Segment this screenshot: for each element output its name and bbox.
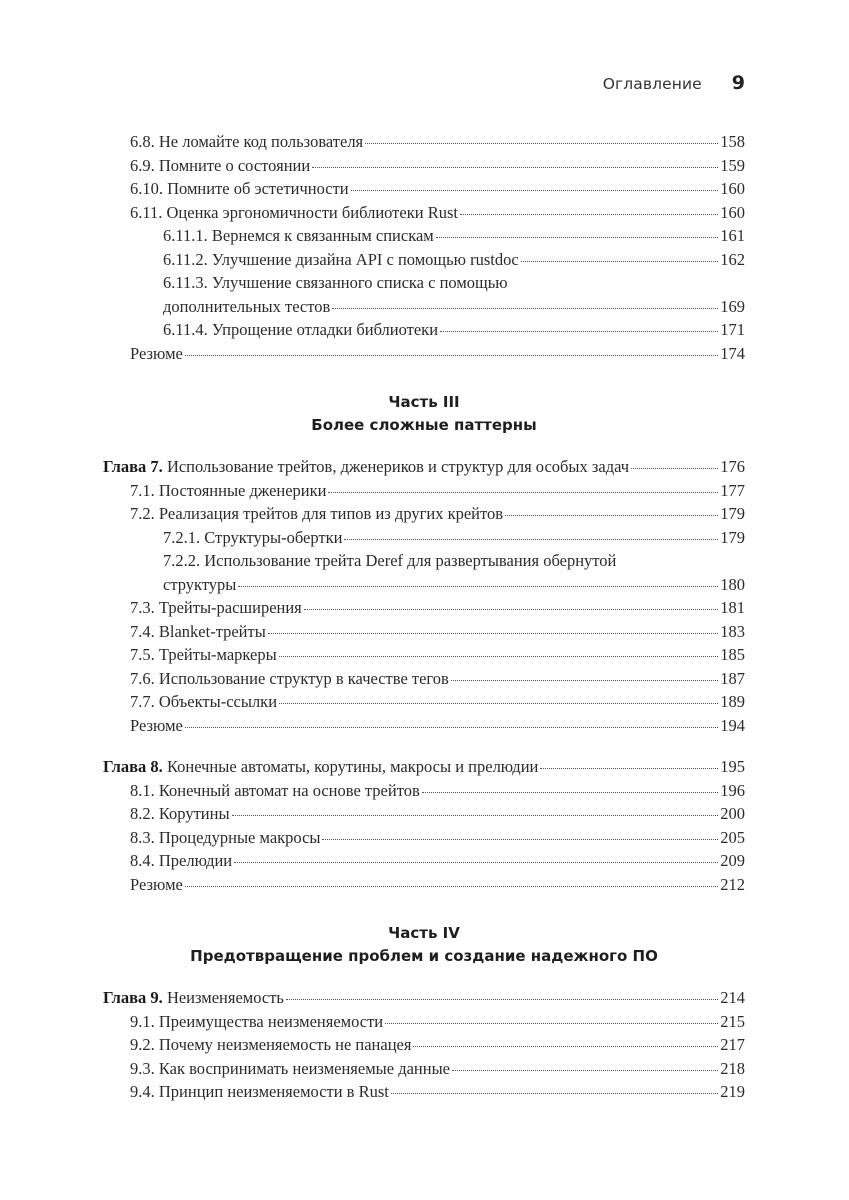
toc-page: 194 [720, 715, 745, 735]
dot-leader [365, 142, 718, 144]
toc-entry[interactable]: 7.7. Объекты-ссылки 189 [103, 690, 745, 714]
dot-leader [385, 1022, 718, 1024]
toc-entry[interactable]: 6.11.3. Улучшение связанного списка с помощью дополнительных тестов 169 [103, 271, 745, 318]
dot-leader [351, 189, 719, 191]
toc-page: 218 [720, 1058, 745, 1078]
toc-page: 212 [720, 874, 745, 894]
toc-chapter[interactable]: Глава 7. Использование трейтов, дженериков и структур для особых задач 176 [103, 455, 745, 479]
toc-page: 214 [720, 988, 745, 1007]
part-label: Часть III [388, 393, 460, 411]
dot-leader [268, 632, 718, 634]
dot-leader [451, 679, 718, 681]
toc-entry[interactable]: 8.4. Прелюдии 209 [103, 849, 745, 873]
part-title: Более сложные паттерны [311, 416, 537, 434]
dot-leader [344, 538, 718, 540]
chapter-prefix: Глава 9. [103, 988, 163, 1007]
chapter-prefix: Глава 7. [103, 457, 163, 476]
dot-leader [540, 767, 718, 769]
toc-entry[interactable]: 6.10. Помните об эстетичности 160 [103, 177, 745, 201]
toc-entry[interactable]: 6.11.4. Упрощение отладки библиотеки 171 [103, 318, 745, 342]
toc-page: 219 [720, 1082, 745, 1101]
dot-leader [185, 885, 718, 887]
page-number: 9 [731, 72, 745, 94]
toc-entry-summary[interactable]: Резюме 174 [103, 342, 745, 366]
toc-entry[interactable]: 9.3. Как воспринимать неизменяемые данные 218 [103, 1057, 745, 1081]
dot-leader [328, 491, 718, 493]
toc-page: 181 [720, 598, 745, 617]
toc-page: 162 [720, 249, 745, 269]
toc-entry[interactable]: 8.3. Процедурные макросы 205 [103, 826, 745, 850]
part-title: Предотвращение проблем и создание надежного ПО [190, 947, 658, 965]
toc-entry[interactable]: 9.2. Почему неизменяемость не панацея 217 [103, 1033, 745, 1057]
running-head [603, 72, 745, 94]
dot-leader [332, 308, 718, 309]
toc-entry[interactable]: 7.4. Blanket-трейты 183 [103, 620, 745, 644]
toc-entry[interactable]: 7.2.2. Использование трейта Deref для развертывания обернутой структуры 180 [103, 549, 745, 596]
toc-page: 169 [720, 296, 745, 316]
chapter-prefix: Глава 8. [103, 757, 163, 776]
dot-leader [185, 726, 718, 728]
toc-entry[interactable]: 7.3. Трейты-расширения 181 [103, 596, 745, 620]
toc-page: 217 [720, 1035, 745, 1054]
toc-page: 158 [720, 132, 745, 151]
toc-page: 200 [720, 804, 745, 823]
toc-entry[interactable]: 6.9. Помните о состоянии 159 [103, 154, 745, 178]
toc-page: 161 [720, 226, 745, 245]
running-head-title: Оглавление [602, 75, 702, 93]
toc-entry[interactable]: 9.1. Преимущества неизменяемости 215 [103, 1010, 745, 1034]
toc-page: 196 [720, 780, 745, 800]
toc-page: 171 [720, 320, 745, 339]
dot-leader [631, 467, 718, 469]
dot-leader [436, 236, 719, 238]
toc-page: 176 [720, 457, 745, 476]
toc-entry[interactable]: 6.8. Не ломайте код пользователя 158 [103, 130, 745, 154]
dot-leader [505, 514, 718, 516]
dot-leader [460, 213, 718, 215]
toc-page: 160 [720, 202, 745, 222]
toc-entry[interactable]: 7.2. Реализация трейтов для типов из других крейтов 179 [103, 502, 745, 526]
dot-leader [440, 330, 718, 332]
toc-page: 215 [720, 1011, 745, 1031]
dot-leader [521, 260, 719, 262]
toc-entry-summary[interactable]: Резюме 212 [103, 873, 745, 897]
dot-leader [185, 354, 718, 356]
dot-leader [279, 655, 719, 657]
toc-entry[interactable]: 6.11.1. Вернемся к связанным спискам 161 [103, 224, 745, 248]
toc-page: 185 [720, 645, 745, 664]
toc-entry[interactable]: 7.6. Использование структур в качестве тегов 187 [103, 667, 745, 691]
table-of-contents [103, 130, 745, 1104]
toc-entry[interactable]: 7.1. Постоянные дженерики 177 [103, 479, 745, 503]
dot-leader [452, 1069, 718, 1071]
toc-page: 189 [720, 692, 745, 711]
dot-leader [286, 998, 718, 1000]
toc-page: 205 [720, 827, 745, 847]
toc-chapter[interactable]: Глава 8. Конечные автоматы, корутины, макросы и прелюдии 195 [103, 755, 745, 779]
toc-entry[interactable]: 8.1. Конечный автомат на основе трейтов 196 [103, 779, 745, 803]
toc-entry[interactable]: 6.11. Оценка эргономичности библиотеки Rust 160 [103, 201, 745, 225]
toc-chapter[interactable]: Глава 9. Неизменяемость 214 [103, 986, 745, 1010]
toc-entry[interactable]: 8.2. Корутины 200 [103, 802, 745, 826]
toc-page: 177 [720, 480, 745, 500]
toc-entry[interactable]: 7.5. Трейты-маркеры 185 [103, 643, 745, 667]
dot-leader [391, 1092, 718, 1094]
dot-leader [312, 166, 718, 168]
toc-page: 179 [720, 504, 745, 523]
dot-leader [234, 861, 718, 863]
dot-leader [279, 702, 718, 704]
toc-page: 180 [720, 574, 745, 594]
dot-leader [232, 814, 719, 816]
dot-leader [413, 1045, 718, 1047]
toc-page: 160 [720, 179, 745, 198]
dot-leader [422, 791, 719, 793]
toc-entry[interactable]: 9.4. Принцип неизменяемости в Rust 219 [103, 1080, 745, 1104]
toc-entry[interactable]: 7.2.1. Структуры-обертки 179 [103, 526, 745, 550]
dot-leader [322, 838, 718, 840]
toc-page: 174 [720, 343, 745, 363]
toc-page: 183 [720, 621, 745, 641]
toc-entry-summary[interactable]: Резюме 194 [103, 714, 745, 738]
toc-page: 159 [720, 155, 745, 175]
toc-page: 179 [720, 527, 745, 547]
part-label: Часть IV [388, 924, 460, 942]
toc-page: 195 [720, 757, 745, 776]
toc-page: 187 [720, 668, 745, 688]
toc-entry[interactable]: 6.11.2. Улучшение дизайна API с помощью rustdoc 162 [103, 248, 745, 272]
dot-leader [238, 586, 718, 587]
toc-page: 209 [720, 851, 745, 870]
dot-leader [304, 608, 718, 610]
